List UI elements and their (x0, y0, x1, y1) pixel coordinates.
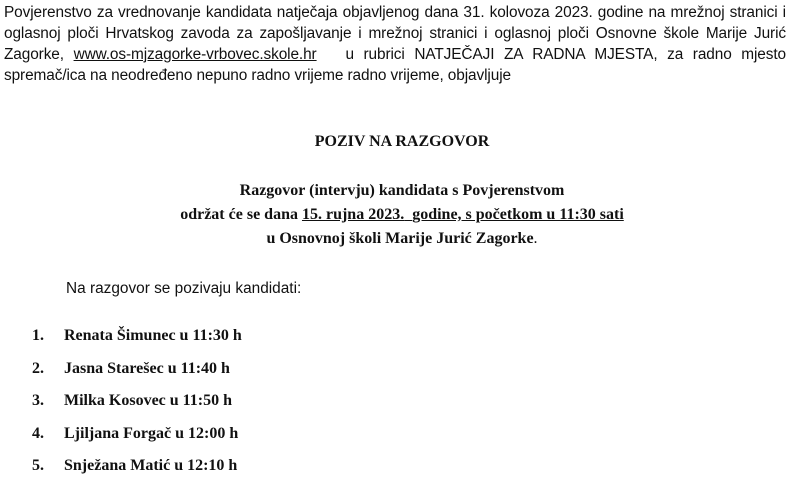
interview-line-3 (0, 227, 804, 251)
list-item (32, 325, 242, 358)
school-website-link[interactable]: www.os-mjzagorke-vrbovec.skole.hr (73, 46, 317, 63)
invite-text: Na razgovor se pozivaju kandidati: (66, 280, 302, 297)
list-item-text: Jasna Starešec u 11:40 h (64, 359, 230, 377)
list-item-number: 3. (32, 392, 44, 409)
page-title: POZIV NA RAZGOVOR (314, 133, 490, 150)
interview-date: 15. rujna 2023. (301, 206, 405, 223)
interview-details (0, 179, 804, 251)
list-item-text: Milka Kosovec u 11:50 h (64, 392, 233, 409)
candidate-list (32, 325, 242, 488)
list-item-number: 4. (32, 424, 44, 442)
interview-location: u Osnovnoj školi Marije Jurić Zagorke (266, 230, 534, 247)
list-item (32, 358, 242, 391)
list-item-text: Ljiljana Forgač u 12:00 h (64, 424, 239, 442)
list-item-text: Snježana Matić u 12:10 h (64, 457, 238, 474)
interview-time: godine, s početkom u 11:30 sati (412, 206, 624, 223)
intro-text-before-link: Povjerenstvo za vrednovanje kandidata natječaja objavljenog dana 31. kolovoza 2023. godine na mrežnoj stranici i oglasnoj ploči Hrvatskog zavoda za zapošljavanje i mrežnoj stranici i oglasnoj ploči Osnovne škole Marije Jurić Zagorke, (4, 4, 786, 63)
interview-line-1: Razgovor (intervju) kandidata s Povjerenstvom (239, 182, 565, 199)
list-item (32, 390, 242, 423)
list-item-number: 2. (32, 359, 44, 377)
list-item-number: 1. (32, 327, 44, 344)
list-item (32, 423, 242, 456)
interview-line-2 (0, 203, 804, 227)
list-item-text: Renata Šimunec u 11:30 h (64, 327, 242, 344)
interview-location-end: . (533, 230, 538, 247)
list-item (32, 455, 242, 488)
interview-date-underlined (302, 206, 624, 223)
interview-date-prefix: održat će se dana (180, 206, 298, 223)
list-item-number: 5. (32, 457, 44, 474)
intro-text-after-link: u rubrici NATJEČAJI ZA RADNA MJESTA, za radno mjesto spremač/ica na neodređeno nepuno radno vrijeme radno vrijeme, objavljuje (4, 46, 786, 84)
intro-paragraph (4, 2, 786, 86)
